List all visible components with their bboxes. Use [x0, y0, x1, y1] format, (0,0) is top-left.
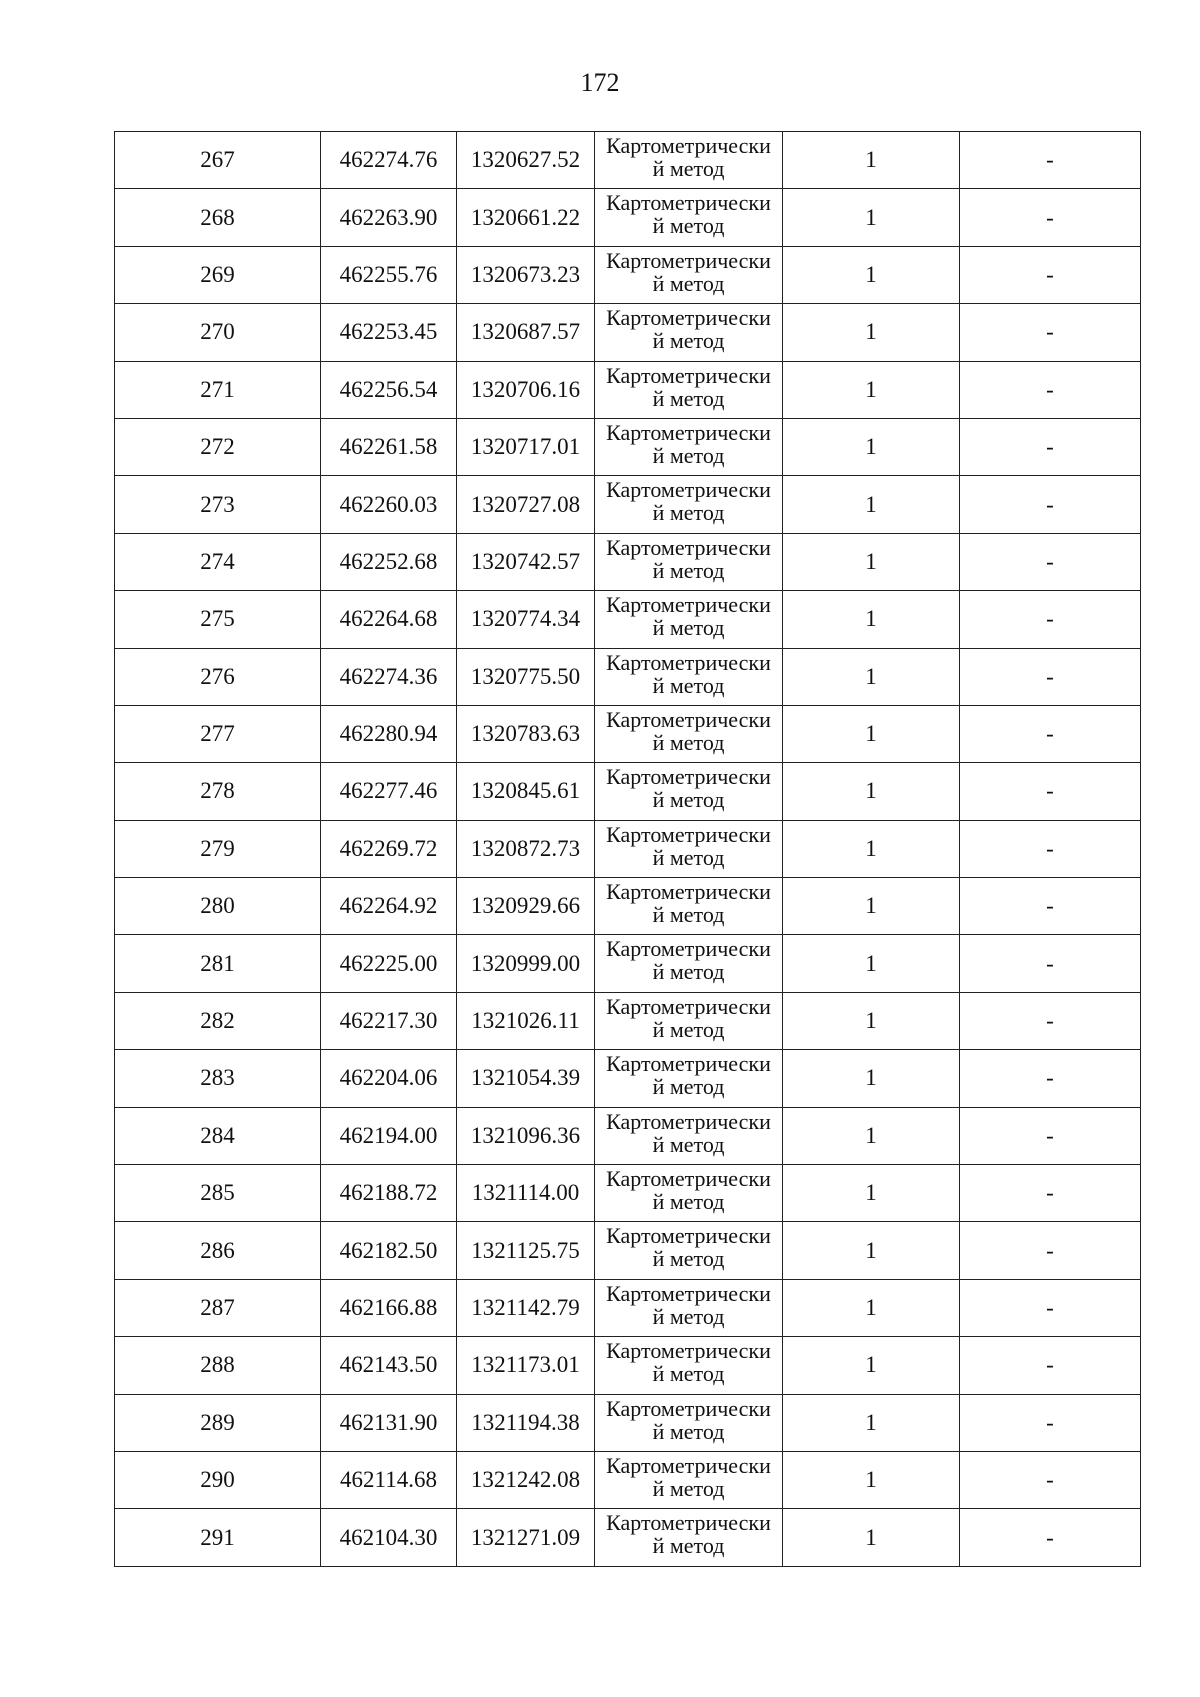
point-number-cell: 286 [115, 1222, 321, 1279]
point-number-cell: 269 [115, 246, 321, 303]
note-cell: - [960, 878, 1141, 935]
table-row [115, 1337, 1141, 1394]
table-row [115, 1222, 1141, 1279]
y-coordinate-cell: 1320845.61 [457, 763, 595, 820]
method-cell [595, 132, 783, 189]
note-cell: - [960, 705, 1141, 762]
method-cell [595, 591, 783, 648]
point-number-cell: 278 [115, 763, 321, 820]
coordinates-table [114, 131, 1141, 1567]
table-row [115, 705, 1141, 762]
coordinates-table-body [115, 132, 1141, 1567]
method-text-line2: й метод [652, 1189, 725, 1215]
precision-cell: 1 [783, 878, 960, 935]
note-cell: - [960, 1050, 1141, 1107]
y-coordinate-cell: 1320775.50 [457, 648, 595, 705]
y-coordinate-cell: 1320872.73 [457, 820, 595, 877]
point-number-cell: 285 [115, 1165, 321, 1222]
table-row [115, 1165, 1141, 1222]
y-coordinate-cell: 1321026.11 [457, 992, 595, 1049]
method-text-line2: й метод [652, 902, 725, 928]
point-number-cell: 275 [115, 591, 321, 648]
table-row [115, 648, 1141, 705]
x-coordinate-cell: 462166.88 [321, 1279, 457, 1336]
method-cell [595, 705, 783, 762]
x-coordinate-cell: 462204.06 [321, 1050, 457, 1107]
point-number-cell: 273 [115, 476, 321, 533]
y-coordinate-cell: 1320661.22 [457, 189, 595, 246]
x-coordinate-cell: 462277.46 [321, 763, 457, 820]
method-text-line1: Картометрически [606, 706, 771, 732]
note-cell: - [960, 476, 1141, 533]
x-coordinate-cell: 462182.50 [321, 1222, 457, 1279]
y-coordinate-cell: 1320929.66 [457, 878, 595, 935]
method-cell [595, 935, 783, 992]
method-text-line2: й метод [652, 1131, 725, 1157]
method-cell [595, 878, 783, 935]
precision-cell: 1 [783, 418, 960, 475]
table-row [115, 1279, 1141, 1336]
point-number-cell: 288 [115, 1337, 321, 1394]
method-text-line2: й метод [652, 442, 725, 468]
precision-cell: 1 [783, 189, 960, 246]
method-cell [595, 1222, 783, 1279]
y-coordinate-cell: 1321271.09 [457, 1509, 595, 1566]
method-text-line1: Картометрически [606, 1510, 771, 1536]
table-row [115, 1107, 1141, 1164]
method-text-line2: й метод [652, 1418, 725, 1444]
y-coordinate-cell: 1320774.34 [457, 591, 595, 648]
table-row [115, 304, 1141, 361]
table-row [115, 1451, 1141, 1508]
method-text-line1: Картометрически [606, 1338, 771, 1364]
method-cell [595, 1279, 783, 1336]
x-coordinate-cell: 462225.00 [321, 935, 457, 992]
y-coordinate-cell: 1320742.57 [457, 533, 595, 590]
method-text-line1: Картометрически [606, 305, 771, 331]
table-row [115, 1509, 1141, 1566]
method-text-line1: Картометрически [606, 419, 771, 445]
method-text-line1: Картометрически [606, 1223, 771, 1249]
method-cell [595, 1165, 783, 1222]
note-cell: - [960, 763, 1141, 820]
y-coordinate-cell: 1320727.08 [457, 476, 595, 533]
method-text-line2: й метод [652, 729, 725, 755]
x-coordinate-cell: 462114.68 [321, 1451, 457, 1508]
note-cell: - [960, 189, 1141, 246]
note-cell: - [960, 533, 1141, 590]
table-row [115, 935, 1141, 992]
y-coordinate-cell: 1321114.00 [457, 1165, 595, 1222]
precision-cell: 1 [783, 132, 960, 189]
note-cell: - [960, 648, 1141, 705]
note-cell: - [960, 132, 1141, 189]
y-coordinate-cell: 1321242.08 [457, 1451, 595, 1508]
x-coordinate-cell: 462194.00 [321, 1107, 457, 1164]
point-number-cell: 287 [115, 1279, 321, 1336]
method-text-line2: й метод [652, 959, 725, 985]
precision-cell: 1 [783, 1165, 960, 1222]
note-cell: - [960, 1509, 1141, 1566]
point-number-cell: 271 [115, 361, 321, 418]
note-cell: - [960, 1279, 1141, 1336]
x-coordinate-cell: 462280.94 [321, 705, 457, 762]
method-text-line1: Картометрически [606, 534, 771, 560]
note-cell: - [960, 935, 1141, 992]
method-text-line2: й метод [652, 787, 725, 813]
x-coordinate-cell: 462143.50 [321, 1337, 457, 1394]
table-row [115, 132, 1141, 189]
table-row [115, 418, 1141, 475]
method-text-line1: Картометрически [606, 993, 771, 1019]
x-coordinate-cell: 462104.30 [321, 1509, 457, 1566]
method-text-line2: й метод [652, 1361, 725, 1387]
method-text-line1: Картометрически [606, 362, 771, 388]
note-cell: - [960, 1165, 1141, 1222]
y-coordinate-cell: 1321096.36 [457, 1107, 595, 1164]
precision-cell: 1 [783, 533, 960, 590]
y-coordinate-cell: 1320999.00 [457, 935, 595, 992]
point-number-cell: 276 [115, 648, 321, 705]
point-number-cell: 284 [115, 1107, 321, 1164]
method-cell [595, 1107, 783, 1164]
table-row [115, 361, 1141, 418]
precision-cell: 1 [783, 1050, 960, 1107]
method-text-line2: й метод [652, 1533, 725, 1559]
method-text-line1: Картометрически [606, 821, 771, 847]
x-coordinate-cell: 462252.68 [321, 533, 457, 590]
precision-cell: 1 [783, 1107, 960, 1164]
method-text-line1: Картометрически [606, 764, 771, 790]
precision-cell: 1 [783, 648, 960, 705]
note-cell: - [960, 1451, 1141, 1508]
point-number-cell: 267 [115, 132, 321, 189]
x-coordinate-cell: 462255.76 [321, 246, 457, 303]
precision-cell: 1 [783, 1509, 960, 1566]
method-text-line1: Картометрически [606, 1280, 771, 1306]
table-row [115, 533, 1141, 590]
x-coordinate-cell: 462264.92 [321, 878, 457, 935]
precision-cell: 1 [783, 820, 960, 877]
y-coordinate-cell: 1320673.23 [457, 246, 595, 303]
y-coordinate-cell: 1320627.52 [457, 132, 595, 189]
table-row [115, 476, 1141, 533]
precision-cell: 1 [783, 246, 960, 303]
method-text-line2: й метод [652, 156, 725, 181]
y-coordinate-cell: 1321142.79 [457, 1279, 595, 1336]
precision-cell: 1 [783, 304, 960, 361]
method-cell [595, 189, 783, 246]
precision-cell: 1 [783, 1222, 960, 1279]
x-coordinate-cell: 462217.30 [321, 992, 457, 1049]
table-row [115, 591, 1141, 648]
x-coordinate-cell: 462269.72 [321, 820, 457, 877]
method-text-line1: Картометрически [606, 936, 771, 962]
point-number-cell: 281 [115, 935, 321, 992]
note-cell: - [960, 1394, 1141, 1451]
method-cell [595, 1509, 783, 1566]
method-text-line2: й метод [652, 1246, 725, 1272]
table-row [115, 763, 1141, 820]
method-text-line2: й метод [652, 1074, 725, 1100]
x-coordinate-cell: 462274.76 [321, 132, 457, 189]
precision-cell: 1 [783, 1451, 960, 1508]
point-number-cell: 272 [115, 418, 321, 475]
method-text-line1: Картометрически [606, 190, 771, 216]
precision-cell: 1 [783, 705, 960, 762]
point-number-cell: 291 [115, 1509, 321, 1566]
method-text-line2: й метод [652, 672, 725, 698]
note-cell: - [960, 1337, 1141, 1394]
method-text-line1: Картометрически [606, 1166, 771, 1192]
x-coordinate-cell: 462253.45 [321, 304, 457, 361]
x-coordinate-cell: 462264.68 [321, 591, 457, 648]
precision-cell: 1 [783, 1394, 960, 1451]
method-text-line2: й метод [652, 615, 725, 641]
method-text-line1: Картометрически [606, 477, 771, 503]
table-row [115, 1394, 1141, 1451]
method-text-line1: Картометрически [606, 649, 771, 675]
precision-cell: 1 [783, 992, 960, 1049]
table-row [115, 1050, 1141, 1107]
method-text-line2: й метод [652, 500, 725, 526]
method-text-line2: й метод [652, 557, 725, 583]
point-number-cell: 274 [115, 533, 321, 590]
method-text-line1: Картометрически [606, 1452, 771, 1478]
point-number-cell: 277 [115, 705, 321, 762]
point-number-cell: 280 [115, 878, 321, 935]
table-row [115, 878, 1141, 935]
method-text-line1: Картометрически [606, 592, 771, 618]
method-cell [595, 361, 783, 418]
method-text-line1: Картометрически [606, 879, 771, 905]
point-number-cell: 270 [115, 304, 321, 361]
method-cell [595, 1050, 783, 1107]
point-number-cell: 289 [115, 1394, 321, 1451]
method-cell [595, 476, 783, 533]
note-cell: - [960, 304, 1141, 361]
method-cell [595, 1394, 783, 1451]
precision-cell: 1 [783, 1279, 960, 1336]
y-coordinate-cell: 1320706.16 [457, 361, 595, 418]
method-text-line1: Картометрически [606, 247, 771, 273]
method-text-line2: й метод [652, 1475, 725, 1501]
precision-cell: 1 [783, 361, 960, 418]
table-row [115, 992, 1141, 1049]
precision-cell: 1 [783, 591, 960, 648]
method-text-line2: й метод [652, 1303, 725, 1329]
method-cell [595, 648, 783, 705]
y-coordinate-cell: 1321194.38 [457, 1394, 595, 1451]
y-coordinate-cell: 1321125.75 [457, 1222, 595, 1279]
note-cell: - [960, 591, 1141, 648]
method-cell [595, 992, 783, 1049]
method-cell [595, 246, 783, 303]
x-coordinate-cell: 462188.72 [321, 1165, 457, 1222]
method-text-line2: й метод [652, 1016, 725, 1042]
precision-cell: 1 [783, 763, 960, 820]
method-cell [595, 304, 783, 361]
method-cell [595, 763, 783, 820]
method-text-line1: Картометрически [606, 1051, 771, 1077]
note-cell: - [960, 361, 1141, 418]
method-cell [595, 1451, 783, 1508]
method-cell [595, 533, 783, 590]
point-number-cell: 290 [115, 1451, 321, 1508]
y-coordinate-cell: 1320783.63 [457, 705, 595, 762]
note-cell: - [960, 820, 1141, 877]
y-coordinate-cell: 1321173.01 [457, 1337, 595, 1394]
point-number-cell: 268 [115, 189, 321, 246]
method-text-line2: й метод [652, 213, 725, 239]
x-coordinate-cell: 462256.54 [321, 361, 457, 418]
table-row [115, 820, 1141, 877]
point-number-cell: 283 [115, 1050, 321, 1107]
note-cell: - [960, 246, 1141, 303]
method-cell [595, 820, 783, 877]
table-row [115, 189, 1141, 246]
point-number-cell: 279 [115, 820, 321, 877]
page-number: 172 [580, 68, 620, 97]
method-text-line2: й метод [652, 270, 725, 296]
precision-cell: 1 [783, 1337, 960, 1394]
note-cell: - [960, 1107, 1141, 1164]
note-cell: - [960, 418, 1141, 475]
x-coordinate-cell: 462263.90 [321, 189, 457, 246]
x-coordinate-cell: 462274.36 [321, 648, 457, 705]
y-coordinate-cell: 1320687.57 [457, 304, 595, 361]
note-cell: - [960, 1222, 1141, 1279]
y-coordinate-cell: 1320717.01 [457, 418, 595, 475]
method-cell [595, 418, 783, 475]
precision-cell: 1 [783, 476, 960, 533]
x-coordinate-cell: 462260.03 [321, 476, 457, 533]
method-text-line1: Картометрически [606, 1395, 771, 1421]
precision-cell: 1 [783, 935, 960, 992]
method-text-line2: й метод [652, 385, 725, 411]
method-text-line2: й метод [652, 844, 725, 870]
method-cell [595, 1337, 783, 1394]
method-text-line2: й метод [652, 328, 725, 354]
note-cell: - [960, 992, 1141, 1049]
method-text-line1: Картометрически [606, 1108, 771, 1134]
x-coordinate-cell: 462261.58 [321, 418, 457, 475]
x-coordinate-cell: 462131.90 [321, 1394, 457, 1451]
point-number-cell: 282 [115, 992, 321, 1049]
y-coordinate-cell: 1321054.39 [457, 1050, 595, 1107]
method-text-line1: Картометрически [606, 133, 771, 158]
table-row [115, 246, 1141, 303]
